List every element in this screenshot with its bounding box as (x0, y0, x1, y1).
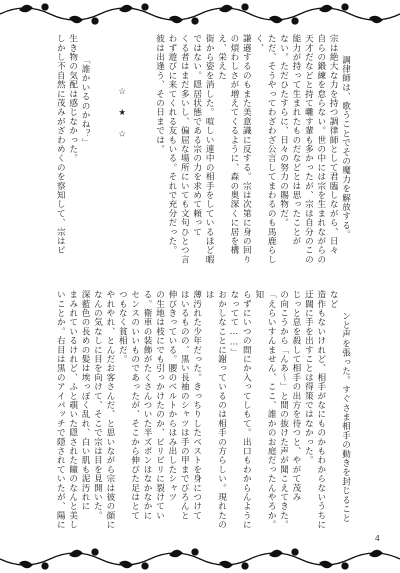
upper-text-column (54, 34, 364, 264)
section-break-stars: ☆ ★ ☆ (117, 87, 128, 140)
floral-border-top (0, 0, 400, 28)
lower-body-text: ンと声を張った。すぐさま相手の動きを封じることなど 造作もないけれど、相手がなにものかもわからないうちに 迂闊に手を出すことは得策ではなかった。 じっと息を殺して相手の出方を待つと、やがて茂み の向こうから「んあ～」と間の抜けた声が聞こえてきた。 「えらいすんません、ここ、誰かのお庭だったんやろか。知 らずにいつの間にか入ってしもて。出口もわからんようになってて……」 おかしなことに謝っているのは相手の方らしい。現れたのは 薄汚れた少年だった。きっちりしたベストを身につけて はいるものの、黒い長袖のシャツは手の甲までびろんと 伸びきっている。腰のベルトからはみ出したシャツ の生地は枝にでも引っかけたのか、ビリビリに裂けてい る。衛車の装飾がたくさんついた半ズボンはなかなかに センスのいいものであったが、そこから伸びた足はとて つもなく貧相だ。 やれやれ、とんだお客さんだ、と思いながら宗は彼の顔に なんの気なしに目を向けて、そこで宗は目を見開いた。 深藍色の長めの髪は埃っぽく乱れ、白い肌も泥汚れに まみれているけれど、ふと覗いた隠された瞳のなんと美し いことか。右目は黒のアイパッチで隠されていたが、陽に (55, 290, 351, 530)
section-break (117, 34, 127, 87)
upper-body-text: 調律師は、歌うことでその魔力を解放する。 宗は絶大な力を持つ調律師として君臨しながら、日々 自らの鍛練を怠らない。世の中には宗を生まれながらの 天才だなどと持て囃す輩も多かったが、宗は自分のこの 能力が持って生まれたものだなどとは思ったことが ない。ただひたすらに、日々の努力の賜物だ。 ただ、そうやってわざわざ公言してまわるのも馬鹿らしく、 謙遜するのもまた美意識に反する。宗は次第に身の回り の煩わしさが増えてくるように、森の奥深くに居を構え、栄えた 街から姿を消した。喧しい連中の相手をしているほど暇 ではない。隠居状態である宗の力を求めて頼って くる者はまだ多いし、偏屈な場所にいても文句ひとつ言 わず遊びに来てくれる友もいる。それで充分だった。 彼は出逢う、その日までは。 (154, 34, 351, 264)
lower-text-column (54, 290, 364, 530)
upper-tail-text: 「誰かいるのかね？」 生き物の気配は感じなかった。 しかし不自然に茂みがざわめくのを察知して、宗はピ (55, 34, 91, 255)
page-number: 4 (374, 534, 380, 543)
floral-border-bottom (0, 545, 400, 573)
